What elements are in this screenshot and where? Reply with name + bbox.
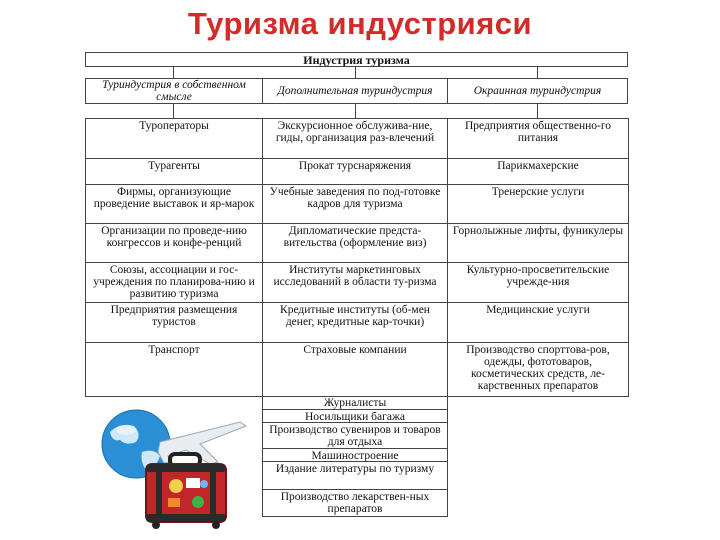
table-cell: Страховые компании	[263, 343, 448, 397]
table-cell: Прокат турснаряжения	[263, 159, 448, 185]
connector	[537, 103, 538, 118]
slide-title: Туризма индустрияси	[187, 6, 533, 41]
industry-table	[85, 118, 629, 397]
suitcase-globe-airplane-icon	[90, 392, 250, 532]
table-cell: Институты маркетинговых исследований в области ту-ризма	[263, 263, 448, 303]
table-cell: Турагенты	[86, 159, 263, 185]
list-item: Носильщики багажа	[262, 410, 448, 423]
table-cell: Транспорт	[86, 343, 263, 397]
table-cell: Учебные заведения по под-готовке кадров для туризма	[263, 185, 448, 224]
connector	[355, 66, 356, 78]
table-row	[86, 343, 629, 397]
table-row	[86, 303, 629, 343]
industry-grid	[85, 118, 628, 396]
root-box	[85, 52, 628, 67]
table-cell: Предприятия общественно-го питания	[448, 119, 629, 159]
table-cell: Тренерские услуги	[448, 185, 629, 224]
table-row	[86, 185, 629, 224]
category-label: Окраинная туриндустрия	[473, 85, 602, 97]
table-row	[86, 224, 629, 263]
table-cell: Предприятия размещения туристов	[86, 303, 263, 343]
list-item: Журналисты	[262, 396, 448, 410]
table-cell: Медицинские услуги	[448, 303, 629, 343]
connector	[173, 103, 174, 118]
additional-items-stack	[262, 396, 448, 517]
list-item: Издание литературы по туризму	[262, 462, 448, 490]
table-cell: Туроператоры	[86, 119, 263, 159]
table-cell: Фирмы, организующие проведение выставок и яр-марок	[86, 185, 263, 224]
table-cell: Культурно-просветительские учрежде-ния	[448, 263, 629, 303]
table-row	[86, 119, 629, 159]
connector	[355, 103, 356, 118]
table-cell: Парикмахерские	[448, 159, 629, 185]
list-item: Производство лекарствен-ных препаратов	[262, 490, 448, 517]
table-cell: Дипломатические предста-вительства (оформление виз)	[263, 224, 448, 263]
table-cell: Союзы, ассоциации и гос-учреждения по планирова-нию и развитию туризма	[86, 263, 263, 303]
category-label: Дополнительная туриндустрия	[277, 85, 433, 97]
table-row	[86, 159, 629, 185]
connector	[173, 66, 174, 78]
table-cell: Горнолыжные лифты, фуникулеры	[448, 224, 629, 263]
table-cell: Организации по проведе-нию конгрессов и конфе-ренций	[86, 224, 263, 263]
list-item: Производство сувениров и товаров для отдыха	[262, 423, 448, 449]
table-cell: Экскурсионное обслужива-ние, гиды, организация раз-влечений	[263, 119, 448, 159]
connector	[537, 66, 538, 78]
table-cell: Производство спорттова-ров, одежды, фототоваров, косметических средств, ле-карственных препаратов	[448, 343, 629, 397]
category-label: Туриндустрия в собственном смысле	[102, 79, 246, 103]
table-row	[86, 263, 629, 303]
category-box-own	[85, 78, 263, 104]
category-box-additional	[262, 78, 448, 104]
category-box-peripheral	[447, 78, 628, 104]
root-label: Индустрия туризма	[303, 52, 410, 67]
list-item: Машиностроение	[262, 449, 448, 462]
table-cell: Кредитные институты (об-мен денег, кредитные кар-точки)	[263, 303, 448, 343]
